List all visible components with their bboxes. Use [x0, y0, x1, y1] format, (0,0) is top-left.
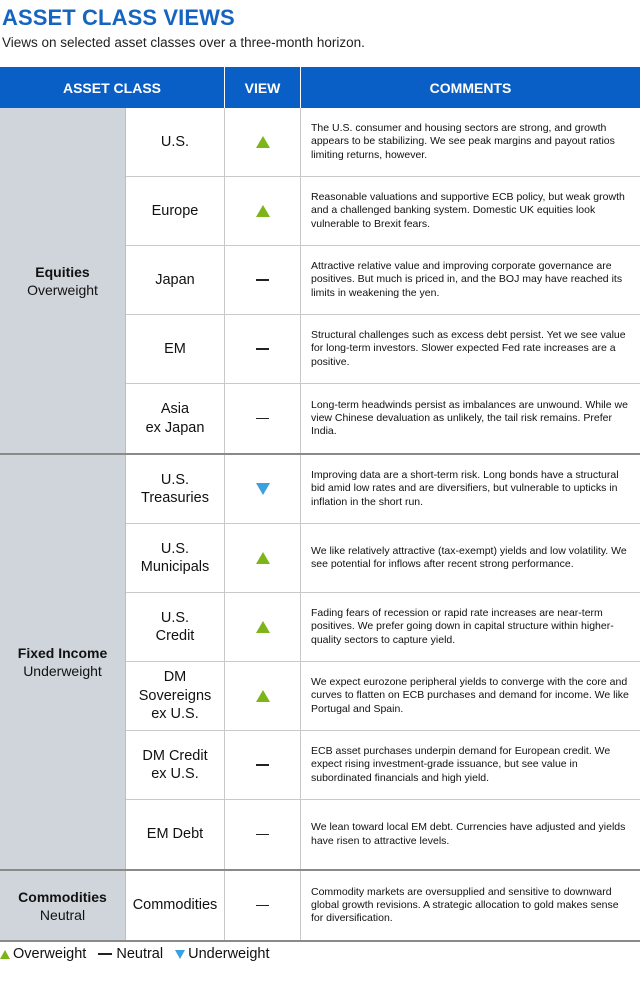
- asset-name: Japan: [126, 246, 225, 314]
- table-header: [0, 67, 640, 108]
- view-cell: [225, 384, 301, 453]
- dash-icon: [98, 953, 112, 955]
- comment-text: Reasonable valuations and supportive ECB policy, but weak growth and a challenged banking system. Domestic UK equities look vulnerable to Brexit fears.: [311, 191, 625, 230]
- asset-name: DM Credit ex U.S.: [126, 731, 225, 799]
- asset-group: [0, 108, 640, 455]
- table-row: [126, 800, 640, 869]
- view-cell: [225, 524, 301, 592]
- overweight-up-triangle-icon: [256, 205, 270, 217]
- comment-text: We lean toward local EM debt. Currencies have adjusted and yields have risen to attractive levels.: [311, 821, 626, 847]
- group-name: Commodities: [18, 888, 107, 905]
- group-label: [0, 455, 126, 869]
- table-row: [126, 871, 640, 940]
- underweight-down-triangle-icon: [256, 483, 270, 495]
- overweight-up-triangle-icon: [256, 621, 270, 633]
- table-row: [126, 731, 640, 800]
- asset-name: U.S. Municipals: [126, 524, 225, 592]
- column-header-asset-class: ASSET CLASS: [0, 67, 225, 108]
- overweight-up-triangle-icon: [256, 690, 270, 702]
- comment-text: Improving data are a short-term risk. Long bonds have a structural bid amid low rates and are diversifiers, but vulnerable to upticks in inflation in the short run.: [311, 469, 619, 508]
- asset-group: [0, 455, 640, 871]
- group-rows: [126, 455, 640, 869]
- column-header-comments: COMMENTS: [429, 79, 512, 96]
- table-row: [126, 246, 640, 315]
- view-cell: [225, 731, 301, 799]
- asset-name: U.S.: [126, 108, 225, 176]
- table-row: [126, 315, 640, 384]
- comment-text: We like relatively attractive (tax-exempt) yields and low volatility. We see potential for inflows after recent strong performance.: [311, 544, 627, 570]
- neutral-dash-icon: [256, 834, 269, 836]
- page-title: ASSET CLASS VIEWS: [2, 5, 235, 30]
- comment-text: Structural challenges such as excess debt persist. Yet we see value for long-term investors. Slower expected Fed rate increases are a positive.: [311, 329, 626, 368]
- comment-text: Commodity markets are oversupplied and sensitive to downward global growth revisions. A strategic allocation to gold makes sense for diversification.: [311, 885, 619, 925]
- down-triangle-icon: [175, 950, 185, 959]
- group-name: Equities: [35, 263, 90, 280]
- asset-group: [0, 871, 640, 942]
- legend-item-neutral: [98, 946, 163, 962]
- comment-text: ECB asset purchases underpin demand for European credit. We expect rising investment-grade issuance, but see value in subordinated financials and high yield.: [311, 745, 611, 784]
- comment-text: We expect eurozone peripheral yields to converge with the core and curves to flatten on ECB purchases and demand for income. We like Portugal and Spain.: [311, 676, 629, 715]
- legend-item-overweight: [0, 946, 86, 962]
- table-body: [0, 108, 640, 942]
- group-stance: Underweight: [23, 663, 102, 679]
- asset-class-table: [0, 67, 640, 942]
- table-row: [126, 177, 640, 246]
- group-label: [0, 871, 126, 940]
- overweight-up-triangle-icon: [256, 136, 270, 148]
- group-rows: [126, 871, 640, 940]
- table-row: [126, 593, 640, 662]
- page-subtitle: Views on selected asset classes over a three-month horizon.: [2, 35, 365, 50]
- comment-text: Long-term headwinds persist as imbalances are unwound. While we view Chinese devaluation as unlikely, the tail risk remains. Prefer India.: [311, 398, 628, 438]
- asset-name: EM: [126, 315, 225, 383]
- neutral-dash-icon: [256, 905, 269, 907]
- table-row: [126, 384, 640, 453]
- group-name: Fixed Income: [17, 645, 108, 661]
- up-triangle-icon: [0, 950, 10, 959]
- comment-text: Fading fears of recession or rapid rate increases are near-term positives. We prefer going down in capital structure within higher-quality sectors to capture yield.: [311, 607, 614, 646]
- group-label: [0, 108, 126, 453]
- view-cell: [225, 662, 301, 730]
- asset-name: Commodities: [126, 871, 225, 940]
- overweight-up-triangle-icon: [256, 552, 270, 564]
- legend: [0, 946, 282, 962]
- view-cell: [225, 800, 301, 869]
- comment-text: The U.S. consumer and housing sectors are strong, and growth appears to be stabilizing. We see peak margins and payout ratios limiting returns, however.: [311, 122, 615, 161]
- asset-name: U.S. Treasuries: [126, 455, 225, 523]
- view-cell: [225, 455, 301, 523]
- view-cell: [225, 871, 301, 940]
- comment-text: Attractive relative value and improving corporate governance are positives. But much is priced in, and the BOJ may have reached its limits in weakening the yen.: [311, 260, 623, 299]
- view-cell: [225, 315, 301, 383]
- neutral-dash-icon: [256, 764, 269, 766]
- view-cell: [225, 246, 301, 314]
- group-rows: [126, 108, 640, 453]
- column-header-view: VIEW: [225, 67, 301, 108]
- table-row: [126, 662, 640, 731]
- table-row: [126, 524, 640, 593]
- view-cell: [225, 593, 301, 661]
- neutral-dash-icon: [256, 279, 269, 281]
- view-cell: [225, 108, 301, 176]
- legend-item-underweight: [175, 946, 269, 962]
- group-stance: Neutral: [39, 906, 86, 923]
- asset-name: Asia ex Japan: [126, 384, 225, 453]
- asset-name: EM Debt: [126, 800, 225, 869]
- legend-label-overweight: Overweight: [13, 946, 87, 962]
- neutral-dash-icon: [256, 418, 269, 420]
- view-cell: [225, 177, 301, 245]
- table-row: [126, 455, 640, 524]
- asset-name: Europe: [126, 177, 225, 245]
- asset-name: DM Sovereigns ex U.S.: [126, 662, 225, 730]
- table-row: [126, 108, 640, 177]
- legend-label-neutral: Neutral: [116, 946, 164, 962]
- asset-name: U.S. Credit: [126, 593, 225, 661]
- neutral-dash-icon: [256, 348, 269, 350]
- group-stance: Overweight: [27, 281, 98, 298]
- legend-label-underweight: Underweight: [188, 946, 270, 962]
